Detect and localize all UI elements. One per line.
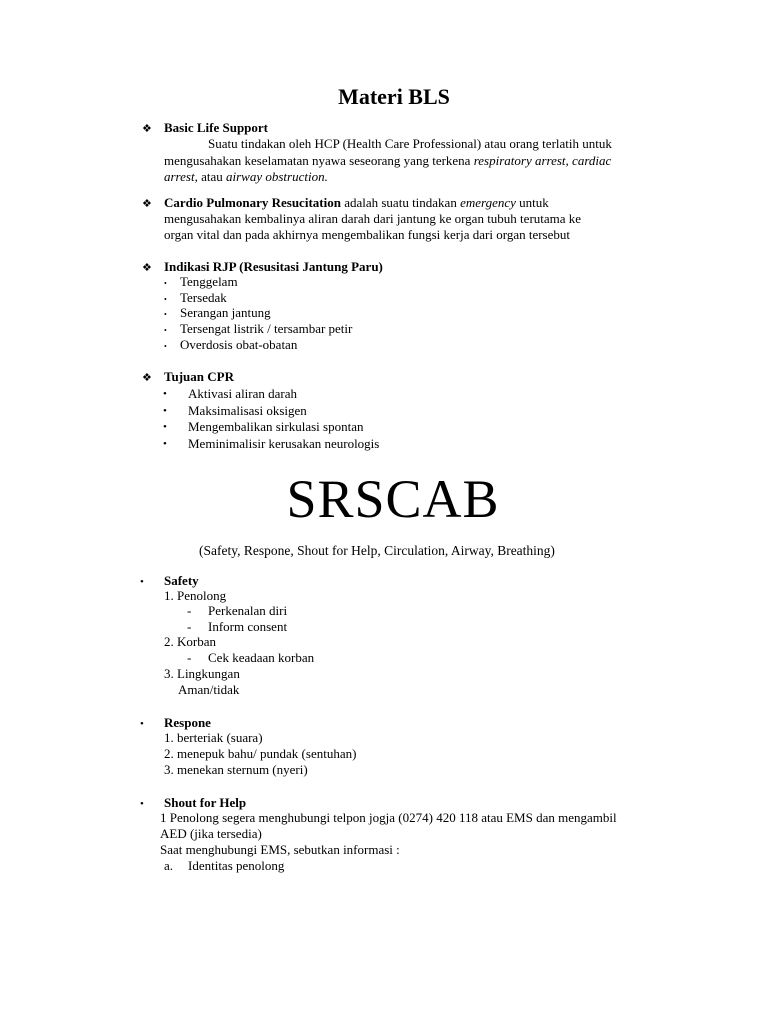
- dot-bullet-icon: •: [140, 576, 144, 588]
- list-item: 2. menepuk bahu/ pundak (sentuhan): [164, 746, 357, 761]
- respone-heading: Respone: [164, 715, 211, 730]
- safety-korban: 2. Korban: [164, 634, 216, 649]
- dot-bullet-icon: •: [163, 438, 167, 450]
- list-item: 1. berteriak (suara): [164, 730, 263, 745]
- list-item: Perkenalan diri: [208, 603, 288, 618]
- list-item: Tersedak: [180, 290, 227, 305]
- list-item: 3. menekan sternum (nyeri): [164, 762, 308, 777]
- srscab-subtitle: (Safety, Respone, Shout for Help, Circulation, Airway, Breathing): [199, 543, 555, 558]
- list-item: Cek keadaan korban: [208, 650, 315, 665]
- page-title: Materi BLS: [338, 84, 450, 109]
- list-item: Mengembalikan sirkulasi spontan: [188, 419, 364, 434]
- list-item: Tersengat listrik / tersambar petir: [180, 321, 353, 336]
- list-item: Inform consent: [208, 619, 288, 634]
- list-item: Tenggelam: [180, 274, 238, 289]
- shout-text-line1: 1 Penolong segera menghubungi telpon jogja (0274) 420 118 atau EMS dan mengambil: [160, 810, 617, 825]
- dot-bullet-icon: •: [140, 798, 144, 810]
- list-item: Meminimalisir kerusakan neurologis: [188, 436, 380, 451]
- safety-heading: Safety: [164, 573, 199, 588]
- bls-text-line3: arrest, atau airway obstruction.: [164, 169, 328, 184]
- list-item: Maksimalisasi oksigen: [188, 403, 307, 418]
- dot-bullet-icon: •: [164, 295, 167, 304]
- dot-bullet-icon: •: [140, 718, 144, 730]
- list-item: Overdosis obat-obatan: [180, 337, 298, 352]
- list-item: Identitas penolong: [188, 858, 285, 873]
- dash-bullet-icon: -: [187, 603, 192, 618]
- list-item: Serangan jantung: [180, 305, 271, 320]
- bls-heading: Basic Life Support: [164, 120, 269, 135]
- shout-text-line3: Saat menghubungi EMS, sebutkan informasi :: [160, 842, 400, 857]
- dot-bullet-icon: •: [163, 405, 167, 417]
- shout-text-line2: AED (jika tersedia): [160, 826, 262, 841]
- shout-heading: Shout for Help: [164, 795, 247, 810]
- diamond-bullet-icon: ❖: [142, 123, 152, 135]
- indikasi-heading: Indikasi RJP (Resusitasi Jantung Paru): [164, 259, 383, 274]
- tujuan-heading: Tujuan CPR: [164, 369, 234, 384]
- dot-bullet-icon: •: [164, 326, 167, 335]
- bls-text-line2: mengusahakan keselamatan nyawa seseorang yang terkena respiratory arrest, cardiac: [164, 153, 612, 168]
- dot-bullet-icon: •: [164, 279, 167, 288]
- bls-text-line1: Suatu tindakan oleh HCP (Health Care Professional) atau orang terlatih untuk: [208, 136, 612, 151]
- cpr-text-line3: organ vital dan pada akhirnya mengembalikan fungsi kerja dari organ tersebut: [164, 227, 570, 242]
- safety-penolong: 1. Penolong: [164, 588, 227, 603]
- dash-bullet-icon: -: [187, 650, 192, 665]
- diamond-bullet-icon: ❖: [142, 262, 152, 274]
- cpr-text-line2: mengusahakan kembalinya aliran darah dari jantung ke organ tubuh terutama ke: [164, 211, 582, 226]
- dot-bullet-icon: •: [164, 342, 167, 351]
- cpr-text-line1: Cardio Pulmonary Resucitation adalah suatu tindakan emergency untuk: [164, 195, 549, 210]
- srscab-title: SRSCAB: [286, 469, 500, 529]
- safety-lingkungan: 3. Lingkungan: [164, 666, 240, 681]
- list-marker: a.: [164, 858, 174, 873]
- diamond-bullet-icon: ❖: [142, 198, 152, 210]
- dot-bullet-icon: •: [163, 421, 167, 433]
- list-item: Aktivasi aliran darah: [188, 386, 298, 401]
- dash-bullet-icon: -: [187, 619, 192, 634]
- safety-lingkungan-note: Aman/tidak: [178, 682, 240, 697]
- dot-bullet-icon: •: [164, 310, 167, 319]
- dot-bullet-icon: •: [163, 388, 167, 400]
- diamond-bullet-icon: ❖: [142, 372, 152, 384]
